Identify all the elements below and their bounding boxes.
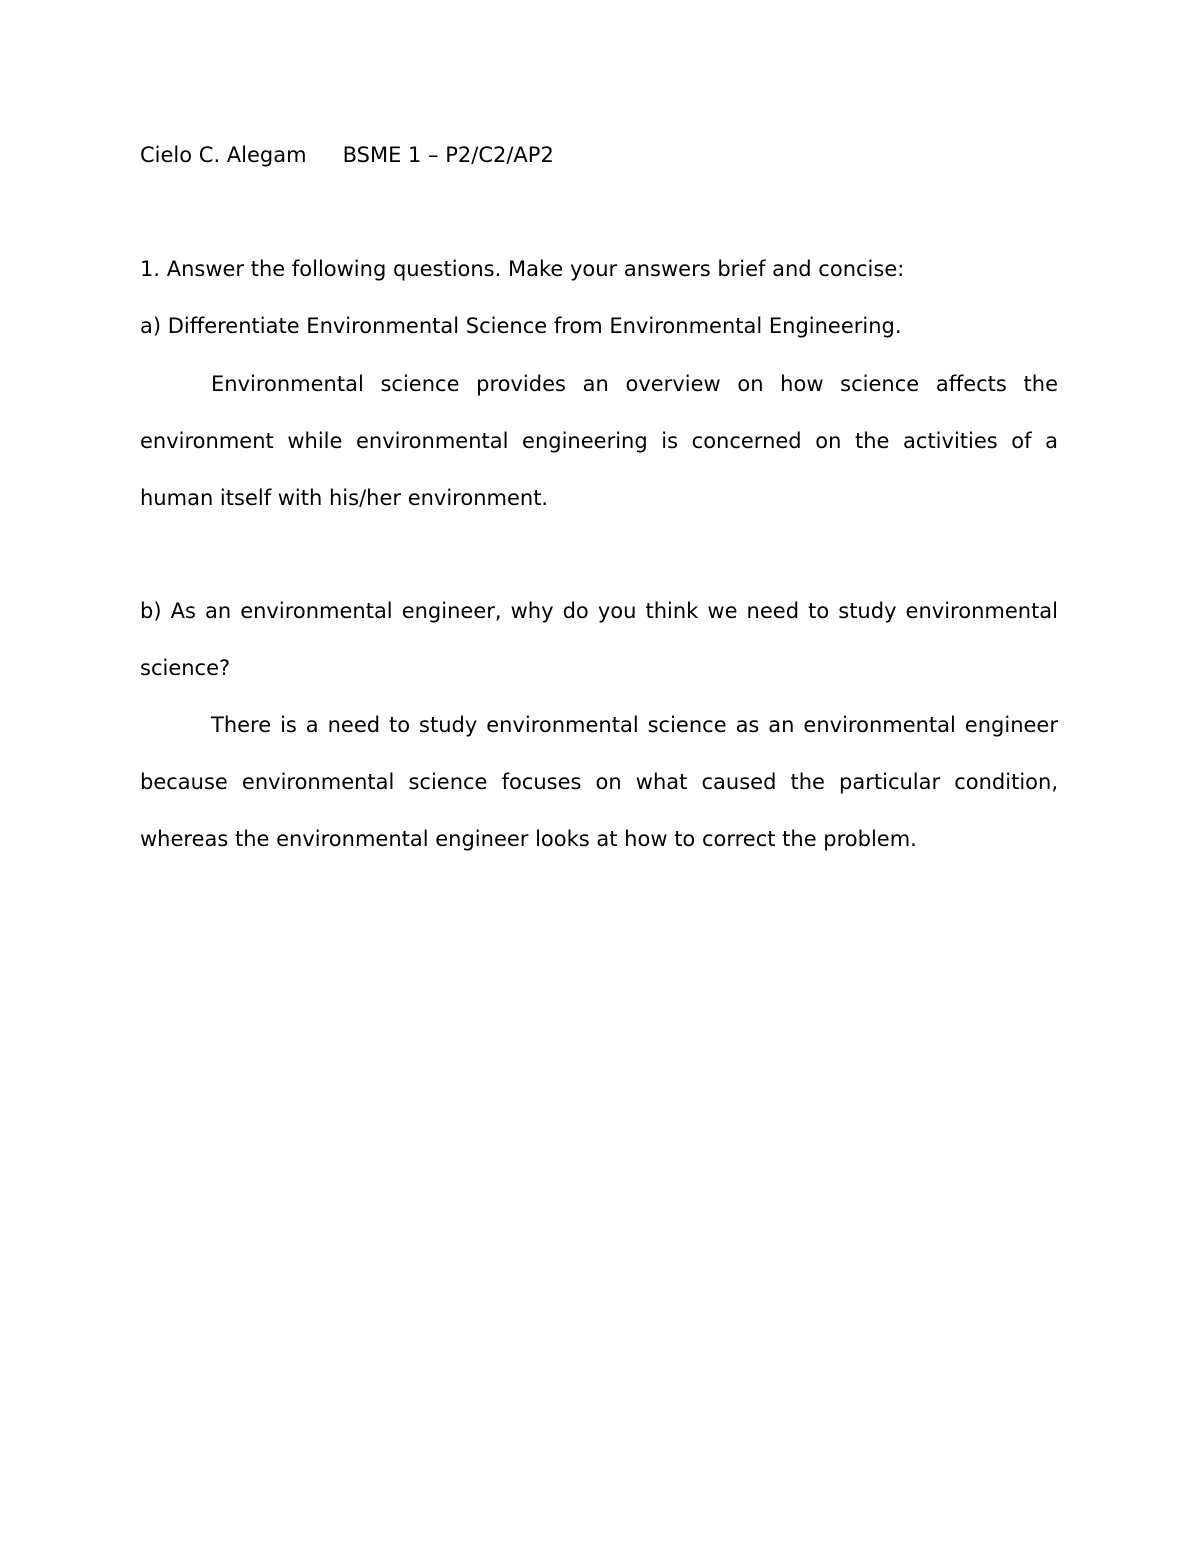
header-line xyxy=(140,143,554,167)
student-name: Cielo C. Alegam xyxy=(140,143,307,167)
question-a-answer: Environmental science provides an overview on how science affects the environment while environmental engineering is concerned on the activities of a human itself with his/her environment. xyxy=(140,372,1058,510)
question-a-prompt: a) Differentiate Environmental Science from Environmental Engineering. xyxy=(140,314,902,338)
course-section: BSME 1 – P2/C2/AP2 xyxy=(342,143,554,167)
instruction: 1. Answer the following questions. Make your answers brief and concise: xyxy=(140,257,905,281)
question-b-answer: There is a need to study environmental science as an environmental engineer because environmental science focuses on what caused the particular condition, whereas the environmental engineer looks at how to correct the problem. xyxy=(140,713,1058,851)
question-b-prompt: b) As an environmental engineer, why do you think we need to study environmental science? xyxy=(140,599,1058,680)
